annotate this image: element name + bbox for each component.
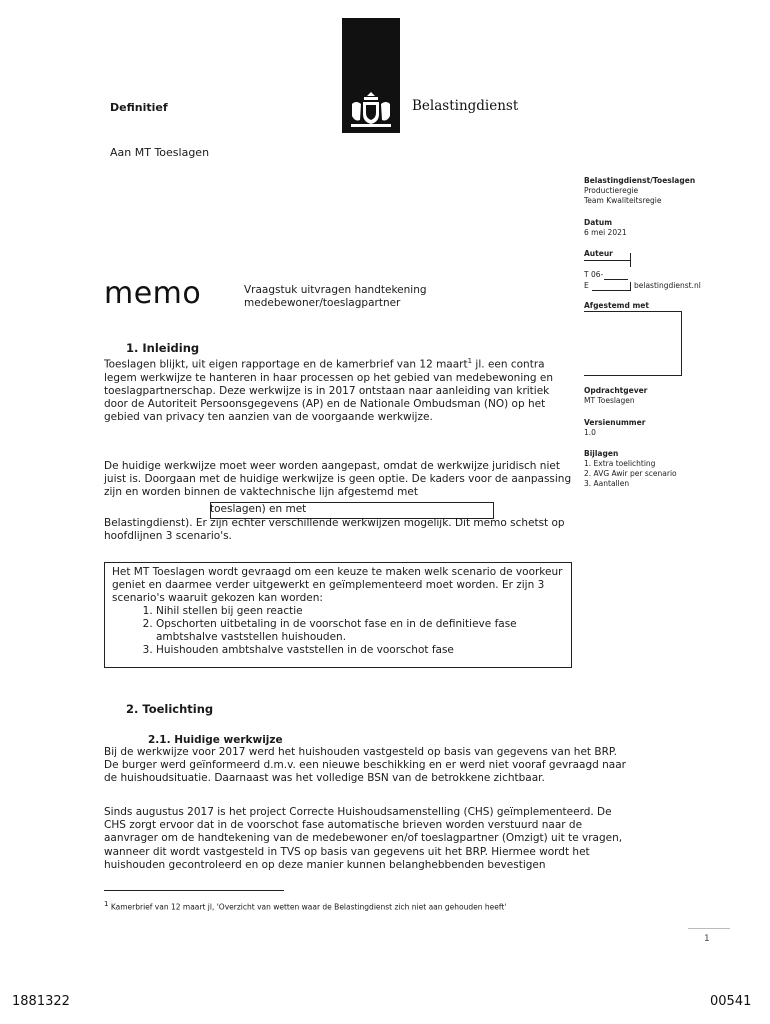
paragraph-text: jl. een contra legem werkwijze te hanteren in haar processen op het gebied van medebewoning en toeslagpartnerschap. Deze werkwijze is in 2017 ontstaan naar aanleiding van kritiek door de Autoriteit Persoonsgegevens (AP) en de Nationale Ombudsman (NO) op het gebied van privacy ten aanzien van de voorgaande werkwijze. [104,358,554,424]
paragraph-text: Belastingdienst). Er zijn echter verschillende werkwijzen mogelijk. Dit memo schetst op hoofdlijnen 3 scenario's. [104,517,565,543]
brand-name: Belastingdienst [412,98,519,114]
bijlagen-label: Bijlagen [584,449,619,458]
paragraph-text: toeslagen) en met [210,503,307,515]
page-number-rule [688,928,730,929]
org-line2: Team Kwaliteitsregie [584,196,662,205]
bijlage-item: 2. AVG Awir per scenario [584,469,677,478]
subject-line: Vraagstuk uitvragen handtekening [244,284,427,296]
subsection-heading: 2.1. Huidige werkwijze [148,734,283,746]
versie-label: Versienummer [584,418,646,427]
redaction-line [604,279,628,280]
addressee: Aan MT Toeslagen [110,146,210,159]
decision-text [112,566,564,657]
document-status: Definitief [110,101,168,114]
datum-label: Datum [584,218,613,227]
section-heading: 1. Inleiding [126,341,200,355]
afgestemd-label: Afgestemd met [584,301,649,310]
section-heading: 2. Toelichting [126,702,214,716]
memo-subject [244,284,504,310]
versie-value: 1.0 [584,428,596,437]
paragraph-text: De huidige werkwijze moet weer worden aangepast, omdat de werkwijze juridisch niet juist is. Doorgaan met de huidige werkwijze is geen optie. De kaders voor de aanpassing zijn en worden binnen de vaktechnische lijn afgestemd met [104,460,572,499]
decision-intro: Het MT Toeslagen wordt gevraagd om een keuze te maken welk scenario de voorkeur geniet en daarmee verder uitgewerkt en geïmplementeerd moet worden. Er zijn 3 scenario's waaruit gekozen kan worden: [112,566,563,604]
bijlage-item: 1. Extra toelichting [584,459,656,468]
paragraph: Bij de werkwijze voor 2017 werd het huishouden vastgesteld op basis van gegevens van het BRP. De burger werd geïnformeerd d.m.v. een nieuwe beschikking en er werd niet vooraf gevraagd naar de huishoudsituatie. Daarnaast was het volledige BSN van de betrokkene zichtbaar. [104,746,626,785]
footnote [104,900,506,912]
memo-title: memo [104,276,202,311]
paragraph [104,460,574,500]
bijlage-item: 3. Aantallen [584,479,630,488]
footnote-text: Kamerbrief van 12 maart jl, 'Overzicht van wetten waar de Belastingdienst zich niet aan gehouden heeft' [108,902,507,912]
sidebar-date [584,218,734,238]
author-email-prefix: E [584,281,589,290]
sidebar-org [584,176,734,206]
org-line1: Productieregie [584,186,639,195]
footnote-ref: 1 [467,357,473,365]
sidebar-versie [584,418,734,438]
footnote-marker: 1 [104,900,109,908]
org-label: Belastingdienst/Toeslagen [584,176,696,185]
opdrachtgever-value: MT Toeslagen [584,396,635,405]
redaction-line [584,375,682,376]
author-phone: T 06- [584,270,604,279]
redaction-line [584,311,682,312]
paragraph [104,355,574,425]
subject-line: medebewoner/toeslagpartner [244,297,401,309]
redaction-line [592,290,630,291]
datum-value: 6 mei 2021 [584,228,627,237]
author-email-domain: belastingdienst.nl [634,281,701,290]
footnote-divider [104,890,284,891]
coat-of-arms-icon [346,88,396,132]
scenario-item: 1. Nihil stellen bij geen reactie [156,605,564,618]
sidebar-bijlagen [584,449,734,489]
sidebar-afgestemd [584,301,734,311]
paragraph-text: Toeslagen blijkt, uit eigen rapportage en de kamerbrief van 12 maart [104,358,468,371]
redaction-mark [681,311,682,375]
redaction-mark [630,253,631,267]
scenario-item: 2. Opschorten uitbetaling in de voorschot fase en in de definitieve fase ambtshalve vaststellen huishouden. [156,618,564,644]
redaction-mark [630,282,631,291]
opdrachtgever-label: Opdrachtgever [584,386,648,395]
page-number: 1 [704,934,710,944]
document-id-left: 1881322 [12,994,70,1009]
scenario-list [112,605,564,657]
paragraph: Sinds augustus 2017 is het project Correcte Huishoudsamenstelling (CHS) geïmplementeerd. De CHS zorgt ervoor dat in de voorschot fase automatische brieven worden verstuurd naar de aanvrager om de handtekening van de medebewoner en/of toeslagpartner (Omzigt) uit te vragen, wanneer dit wordt vastgesteld in TVS op basis van gegevens uit het BRP. Hiermee wordt het huishouden gecontroleerd en op deze manier kunnen belanghebbenden bevestigen [104,806,623,871]
sidebar-author [584,249,734,259]
document-id-right: 00541 [710,994,752,1009]
scenario-item: 3. Huishouden ambtshalve vaststellen in de voorschot fase [156,644,564,657]
auteur-label: Auteur [584,249,613,258]
redaction-line [584,260,630,261]
sidebar-opdrachtgever [584,386,734,406]
